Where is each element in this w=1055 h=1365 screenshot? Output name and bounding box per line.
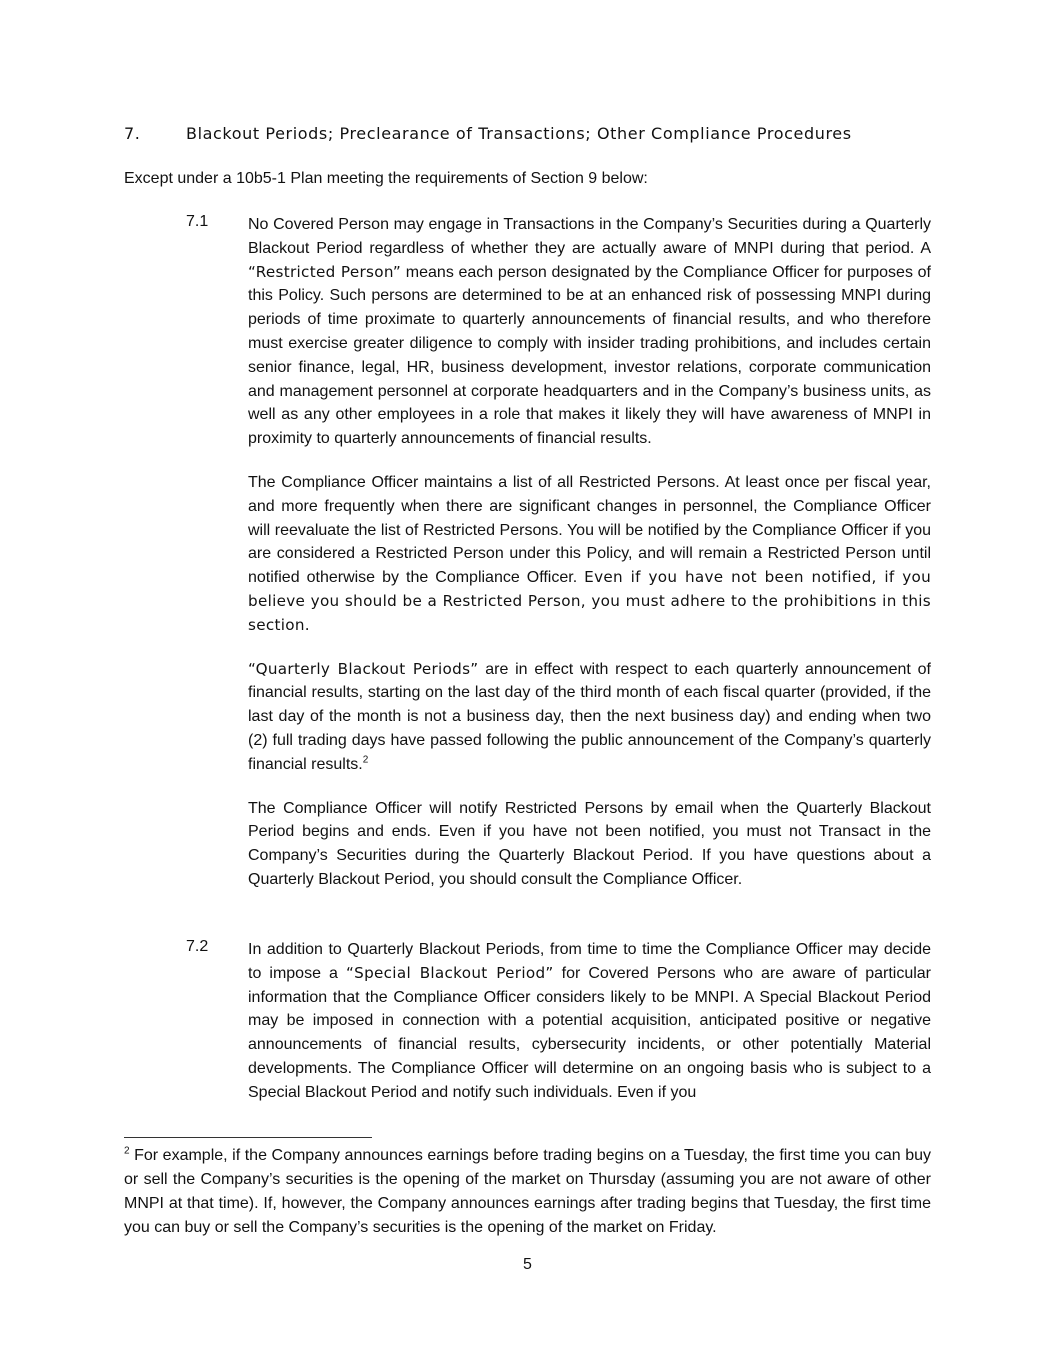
footnote-reference[interactable]: 2 (362, 754, 369, 766)
footnote-marker: 2 (124, 1145, 130, 1157)
section-heading (124, 124, 852, 143)
defined-term: “Quarterly Blackout Periods” (248, 659, 479, 678)
section-intro: Except under a 10b5-1 Plan meeting the requirements of Section 9 below: (124, 170, 648, 187)
paragraph (248, 471, 931, 638)
paragraph (248, 938, 931, 1105)
paragraph: The Compliance Officer will notify Restricted Persons by email when the Quarterly Blackout Period begins and ends. Even if you have not been notified, you must not Transact in the Company’s Securities during the Quarterly Blackout Period. If you have questions about a Quarterly Blackout Period, you should consult the Compliance Officer. (248, 799, 931, 888)
page-number: 5 (523, 1256, 532, 1273)
paragraph (248, 658, 931, 777)
section-number: 7. (124, 124, 141, 143)
text-run: are in effect with respect to each quarterly announcement of financial results, starting on the last day of the third month of each fiscal quarter (provided, if the last day of the month is not a business day, then the next business day) and ending when two (2) full trading days have passed following the public announcement of the Company’s quarterly financial results. (248, 660, 931, 773)
text-run: means each person designated by the Compliance Officer for purposes of this Policy. Such persons are determined to be at an enhanced risk of possessing MNPI during periods of time proximate to quarterly announcements of financial results, and who therefore must exercise greater diligence to comply with insider trading prohibitions, and includes certain senior finance, legal, HR, business development, investor relations, corporate communication and management personnel at corporate headquarters and in the Company’s business units, as well as any other employees in a role that makes it likely they will have awareness of MNPI in proximity to quarterly announcements of financial results. (248, 263, 931, 448)
section-title: Blackout Periods; Preclearance of Transactions; Other Compliance Procedures (186, 124, 852, 143)
text-run: The Compliance Officer maintains a list of all Restricted Persons. At least once per fiscal year, and more frequently when there are significant changes in personnel, the Compliance Officer will reevaluate the list of Restricted Persons. You will be notified by the Compliance Officer if you are considered a Restricted Person under this Policy, and will remain a Restricted Person until notified otherwise by the Compliance Officer. (248, 473, 931, 587)
subsection-number: 7.2 (186, 938, 209, 955)
footnote (124, 1144, 931, 1240)
footnote-text: For example, if the Company announces earnings before trading begins on a Tuesday, the first time you can buy or sell the Company’s securities is the opening of the market on Thursday (assuming you are not aware of other MNPI at that time). If, however, the Company announces earnings after trading begins that Tuesday, the first time you can buy or sell the Company’s securities is the opening of the market on Friday. (124, 1147, 931, 1236)
defined-term: “Special Blackout Period” (345, 963, 554, 982)
defined-term: “Restricted Person” (248, 262, 402, 281)
text-run: No Covered Person may engage in Transactions in the Company’s Securities during a Quarterly Blackout Period regardless of whether they are actually aware of MNPI during that period. A (248, 216, 931, 257)
text-run: for Covered Persons who are aware of particular information that the Compliance Officer considers likely to be MNPI. A Special Blackout Period may be imposed in connection with a potential acquisition, anticipated positive or negative announcements of financial results, cybersecurity incidents, or other potentially Material developments. The Compliance Officer will determine on an ongoing basis who is subject to a Special Blackout Period and notify such individuals. Even if you (248, 964, 932, 1101)
text-run: In addition to Quarterly Blackout Periods, from time to time the Compliance Officer may decide to impose a (248, 941, 931, 982)
subsection-7-2 (186, 938, 931, 1125)
paragraph (248, 213, 931, 451)
subsection-7-1 (186, 213, 931, 912)
subsection-number: 7.1 (186, 213, 209, 230)
text-run: Even if you have not been notified, if you believe you should be a Restricted Person, you must adhere to the prohibitions in this section. (248, 568, 931, 634)
footnote-separator (124, 1137, 372, 1138)
